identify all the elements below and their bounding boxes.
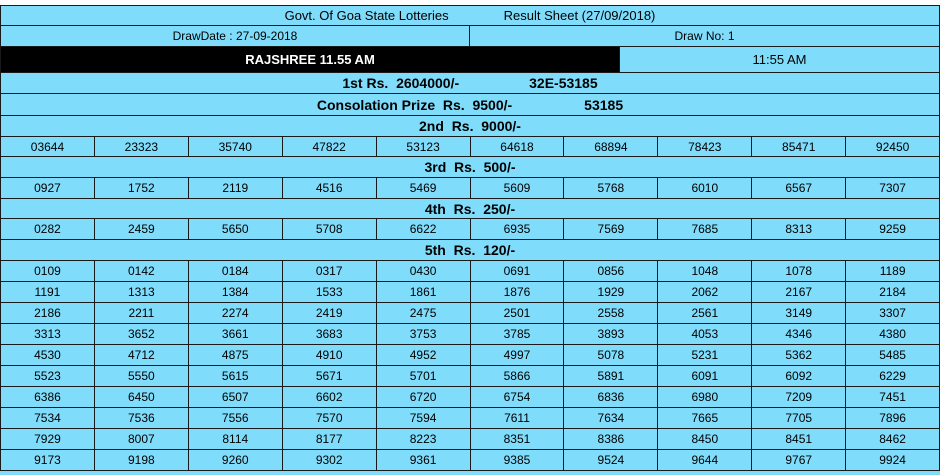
first-prize-label: 1st — [342, 75, 363, 91]
ticket-number: 8462 — [846, 429, 940, 450]
first-prize-rs: Rs. — [366, 75, 389, 91]
ticket-number: 3652 — [95, 324, 189, 345]
third-prize-rs: Rs. — [454, 159, 476, 175]
ticket-number: 4997 — [471, 345, 565, 366]
first-prize-amount: 2604000/- — [396, 75, 460, 91]
ticket-number: 3753 — [377, 324, 471, 345]
ticket-number: 35740 — [189, 137, 283, 157]
second-prize-label: 2nd — [419, 118, 444, 134]
fifth-prize-numbers-row-8 — [0, 408, 940, 429]
ticket-number: 8451 — [752, 429, 846, 450]
ticket-number: 2501 — [471, 303, 565, 324]
ticket-number: 5650 — [189, 219, 283, 240]
ticket-number: 6567 — [752, 178, 846, 199]
ticket-number: 5469 — [377, 178, 471, 199]
ticket-number: 1384 — [189, 282, 283, 303]
ticket-number: 1189 — [846, 261, 940, 282]
ticket-number: 4346 — [752, 324, 846, 345]
ticket-number: 3313 — [0, 324, 95, 345]
ticket-number: 4712 — [95, 345, 189, 366]
ticket-number: 1752 — [95, 178, 189, 199]
govt-title: Govt. Of Goa State Lotteries — [284, 8, 449, 23]
third-prize-heading-row — [0, 157, 940, 178]
ticket-number: 1861 — [377, 282, 471, 303]
fourth-prize-numbers — [0, 219, 940, 240]
ticket-number: 1048 — [658, 261, 752, 282]
ticket-number: 5701 — [377, 366, 471, 387]
consolation-cell — [0, 94, 940, 116]
ticket-number: 0282 — [0, 219, 95, 240]
draw-date: DrawDate : 27-09-2018 — [0, 26, 470, 47]
ticket-number: 4875 — [189, 345, 283, 366]
first-prize-cell — [0, 73, 940, 94]
draw-info-row — [0, 26, 940, 47]
fifth-prize-numbers-row-10 — [0, 450, 940, 471]
ticket-number: 0184 — [189, 261, 283, 282]
second-prize-rs: Rs. — [451, 118, 474, 134]
ticket-number: 3683 — [283, 324, 377, 345]
ticket-number: 6229 — [846, 366, 940, 387]
ticket-number: 2475 — [377, 303, 471, 324]
ticket-number: 03644 — [0, 137, 95, 157]
ticket-number: 5550 — [95, 366, 189, 387]
fourth-prize-heading-row — [0, 199, 940, 219]
ticket-number: 0317 — [283, 261, 377, 282]
result-sheet-title: Result Sheet (27/09/2018) — [503, 8, 656, 23]
ticket-number: 7705 — [752, 408, 846, 429]
third-prize-numbers — [0, 178, 940, 199]
ticket-number: 9385 — [471, 450, 565, 471]
ticket-number: 0142 — [95, 261, 189, 282]
ticket-number: 85471 — [752, 137, 846, 157]
lottery-time: 11:55 AM — [620, 47, 940, 73]
ticket-number: 2167 — [752, 282, 846, 303]
fifth-prize-numbers-row-3 — [0, 303, 940, 324]
ticket-number: 2419 — [283, 303, 377, 324]
consolation-amount: 9500/- — [472, 96, 513, 113]
ticket-number: 5609 — [471, 178, 565, 199]
ticket-number: 7209 — [752, 387, 846, 408]
fifth-prize-numbers-row-5 — [0, 345, 940, 366]
ticket-number: 7536 — [95, 408, 189, 429]
ticket-number: 0691 — [471, 261, 565, 282]
ticket-number: 4380 — [846, 324, 940, 345]
fifth-prize-numbers-row-9 — [0, 429, 940, 450]
ticket-number: 1533 — [283, 282, 377, 303]
fifth-prize-numbers-row-7 — [0, 387, 940, 408]
ticket-number: 3307 — [846, 303, 940, 324]
ticket-number: 7307 — [846, 178, 940, 199]
ticket-number: 5768 — [564, 178, 658, 199]
ticket-number: 9260 — [189, 450, 283, 471]
ticket-number: 6602 — [283, 387, 377, 408]
ticket-number: 3661 — [189, 324, 283, 345]
ticket-number: 5671 — [283, 366, 377, 387]
first-prize-row — [0, 73, 940, 94]
ticket-number: 1876 — [471, 282, 565, 303]
ticket-number: 4952 — [377, 345, 471, 366]
ticket-number: 6622 — [377, 219, 471, 240]
ticket-number: 0430 — [377, 261, 471, 282]
fifth-prize-numbers-row-1 — [0, 261, 940, 282]
fifth-prize-amount: 120/- — [483, 242, 516, 258]
third-prize-heading — [0, 157, 940, 178]
ticket-number: 6935 — [471, 219, 565, 240]
ticket-number: 5866 — [471, 366, 565, 387]
ticket-number: 2186 — [0, 303, 95, 324]
fourth-prize-amount: 250/- — [483, 200, 516, 217]
ticket-number: 5485 — [846, 345, 940, 366]
ticket-number: 8450 — [658, 429, 752, 450]
header-cell — [0, 5, 940, 26]
ticket-number: 6507 — [189, 387, 283, 408]
ticket-number: 4516 — [283, 178, 377, 199]
ticket-number: 9173 — [0, 450, 95, 471]
ticket-number: 2558 — [564, 303, 658, 324]
fifth-prize-heading — [0, 240, 940, 261]
ticket-number: 3149 — [752, 303, 846, 324]
ticket-number: 2274 — [189, 303, 283, 324]
ticket-number: 8223 — [377, 429, 471, 450]
ticket-number: 8386 — [564, 429, 658, 450]
ticket-number: 1313 — [95, 282, 189, 303]
ticket-number: 1078 — [752, 261, 846, 282]
ticket-number: 1929 — [564, 282, 658, 303]
first-prize-ticket: 32E-53185 — [529, 75, 598, 91]
ticket-number: 0927 — [0, 178, 95, 199]
ticket-number: 9644 — [658, 450, 752, 471]
ticket-number: 7594 — [377, 408, 471, 429]
ticket-number: 9302 — [283, 450, 377, 471]
ticket-number: 47822 — [283, 137, 377, 157]
ticket-number: 5231 — [658, 345, 752, 366]
consolation-rs: Rs. — [442, 96, 465, 113]
fifth-prize-numbers-row-6 — [0, 366, 940, 387]
fifth-prize-numbers-row-2 — [0, 282, 940, 303]
fourth-prize-heading — [0, 199, 940, 219]
ticket-number: 5362 — [752, 345, 846, 366]
ticket-number: 2062 — [658, 282, 752, 303]
consolation-label: Consolation Prize — [316, 96, 436, 113]
ticket-number: 9198 — [95, 450, 189, 471]
ticket-number: 7569 — [564, 219, 658, 240]
ticket-number: 23323 — [95, 137, 189, 157]
ticket-number: 9259 — [846, 219, 940, 240]
ticket-number: 6010 — [658, 178, 752, 199]
fourth-prize-label: 4th — [424, 200, 446, 217]
ticket-number: 78423 — [658, 137, 752, 157]
ticket-number: 6754 — [471, 387, 565, 408]
third-prize-label: 3rd — [424, 159, 447, 175]
ticket-number: 5523 — [0, 366, 95, 387]
ticket-number: 8007 — [95, 429, 189, 450]
ticket-number: 7929 — [0, 429, 95, 450]
ticket-number: 7896 — [846, 408, 940, 429]
ticket-number: 7451 — [846, 387, 940, 408]
ticket-number: 53123 — [377, 137, 471, 157]
ticket-number: 2561 — [658, 303, 752, 324]
ticket-number: 2184 — [846, 282, 940, 303]
ticket-number: 68894 — [564, 137, 658, 157]
ticket-number: 3893 — [564, 324, 658, 345]
ticket-number: 7634 — [564, 408, 658, 429]
ticket-number: 2459 — [95, 219, 189, 240]
ticket-number: 7534 — [0, 408, 95, 429]
ticket-number: 0856 — [564, 261, 658, 282]
ticket-number: 6386 — [0, 387, 95, 408]
ticket-number: 6450 — [95, 387, 189, 408]
ticket-number: 9924 — [846, 450, 940, 471]
result-sheet — [0, 5, 940, 475]
second-prize-numbers — [0, 137, 940, 157]
fourth-prize-rs: Rs. — [453, 200, 476, 217]
ticket-number: 6720 — [377, 387, 471, 408]
third-prize-amount: 500/- — [483, 159, 516, 175]
lottery-row — [0, 47, 940, 73]
ticket-number: 8114 — [189, 429, 283, 450]
ticket-number: 92450 — [846, 137, 940, 157]
second-prize-amount: 9000/- — [481, 118, 521, 134]
ticket-number: 64618 — [471, 137, 565, 157]
ticket-number: 3785 — [471, 324, 565, 345]
fifth-prize-rs: Rs. — [453, 242, 476, 258]
ticket-number: 2119 — [189, 178, 283, 199]
fifth-prize-numbers-row-4 — [0, 324, 940, 345]
ticket-number: 6092 — [752, 366, 846, 387]
ticket-number: 9767 — [752, 450, 846, 471]
header-row — [0, 5, 940, 26]
consolation-ticket: 53185 — [584, 96, 624, 113]
ticket-number: 8177 — [283, 429, 377, 450]
ticket-number: 2211 — [95, 303, 189, 324]
ticket-number: 7570 — [283, 408, 377, 429]
ticket-number: 8313 — [752, 219, 846, 240]
ticket-number: 4053 — [658, 324, 752, 345]
ticket-number: 9361 — [377, 450, 471, 471]
consolation-row — [0, 94, 940, 116]
ticket-number: 1191 — [0, 282, 95, 303]
draw-number: Draw No: 1 — [470, 26, 940, 47]
ticket-number: 9524 — [564, 450, 658, 471]
ticket-number: 7665 — [658, 408, 752, 429]
ticket-number: 5078 — [564, 345, 658, 366]
ticket-number: 6091 — [658, 366, 752, 387]
ticket-number: 6980 — [658, 387, 752, 408]
ticket-number: 7556 — [189, 408, 283, 429]
second-prize-heading-row — [0, 116, 940, 137]
ticket-number: 5615 — [189, 366, 283, 387]
ticket-number: 5891 — [564, 366, 658, 387]
ticket-number: 7611 — [471, 408, 565, 429]
second-prize-heading — [0, 116, 940, 137]
fifth-prize-heading-row — [0, 240, 940, 261]
lottery-name: RAJSHREE 11.55 AM — [0, 47, 620, 73]
ticket-number: 7685 — [658, 219, 752, 240]
ticket-number: 4910 — [283, 345, 377, 366]
ticket-number: 0109 — [0, 261, 95, 282]
ticket-number: 8351 — [471, 429, 565, 450]
fifth-prize-label: 5th — [424, 242, 446, 258]
ticket-number: 6836 — [564, 387, 658, 408]
ticket-number: 4530 — [0, 345, 95, 366]
ticket-number: 5708 — [283, 219, 377, 240]
